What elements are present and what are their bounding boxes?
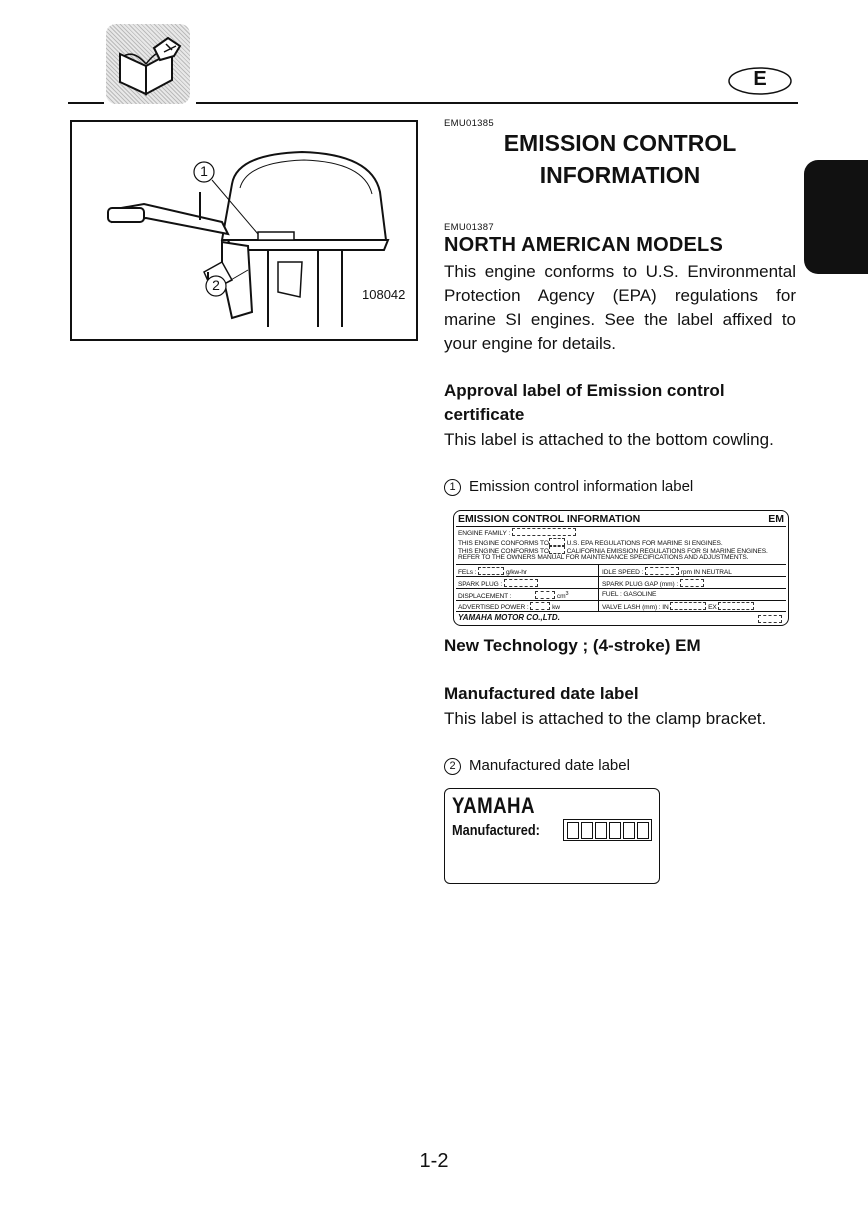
maker-name: YAMAHA MOTOR CO.,LTD. (458, 613, 560, 622)
section-tab (804, 160, 868, 274)
conforms-epa-row: THIS ENGINE CONFORMS TO U.S. EPA REGULATIONS FOR MARINE SI ENGINES. (458, 540, 723, 547)
callout-number-2: 2 (444, 758, 461, 775)
page-title-line-1: EMISSION CONTROL (503, 130, 737, 156)
approval-callout-text: Emission control information label (469, 478, 694, 495)
emission-label-title: EMISSION CONTROL INFORMATION (458, 513, 641, 525)
approval-heading-line-1: Approval label of Emission control (444, 381, 725, 400)
date-digit-boxes (563, 819, 652, 841)
yamaha-brand: YAMAHA (452, 793, 535, 818)
header-rule-left (68, 102, 104, 104)
emission-label-em: EM (768, 513, 784, 525)
page-title-line-2: INFORMATION (539, 162, 701, 188)
approval-heading-line-2: certificate (444, 405, 525, 424)
manufactured-callout-text: Manufactured date label (469, 757, 630, 774)
manufactured-body: This label is attached to the clamp bracket. (444, 709, 767, 728)
power-row: ADVERTISED POWER : kw (458, 604, 560, 611)
spark-plug-row: SPARK PLUG : (458, 579, 538, 588)
emission-control-label (453, 510, 789, 626)
technology-text: New Technology ; (4-stroke) EM (444, 636, 701, 655)
valve-lash-row: VALVE LASH (mm) : IN EX (602, 602, 754, 611)
page-number: 1-2 (419, 1150, 449, 1172)
approval-body: This label is attached to the bottom cowling. (444, 430, 774, 449)
fuel-row: FUEL : GASOLINE (602, 591, 657, 598)
book-icon (106, 24, 190, 104)
manufactured-heading: Manufactured date label (444, 684, 639, 703)
language-badge (727, 66, 793, 96)
approval-callout (444, 478, 693, 496)
callout-number-1: 1 (444, 479, 461, 496)
spark-gap-row: SPARK PLUG GAP (mm) : (602, 579, 704, 588)
section-heading: NORTH AMERICAN MODELS (444, 234, 724, 256)
displacement-row: DISPLACEMENT : $cm^3$ (458, 591, 569, 601)
callout-1-number: 1 (200, 163, 208, 179)
fels-row: FELs : g/kw-hr (458, 569, 527, 576)
header-rule-right (196, 102, 798, 104)
figure-code: 108042 (362, 287, 406, 302)
section-code-1: EMU01385 (444, 118, 494, 129)
conforms-california-row: THIS ENGINE CONFORMS TO CALIFORNIA EMISSION REGULATIONS FOR SI MARINE ENGINES. (458, 548, 768, 555)
language-letter: E (753, 68, 767, 90)
manufactured-field-label: Manufactured: (452, 823, 540, 839)
manufactured-callout (444, 757, 630, 775)
engine-family-row: ENGINE FAMILY : (458, 528, 576, 537)
idle-speed-row: IDLE SPEED : rpm IN NEUTRAL (602, 569, 732, 576)
manufactured-date-label (444, 788, 660, 884)
callout-2-number: 2 (212, 277, 220, 293)
section-body: This engine conforms to U.S. Environmental Protection Agency (EPA) regulations for marine SI engines. See the label affixed to your engine for details. (444, 262, 796, 353)
section-code-2: EMU01387 (444, 222, 494, 233)
engine-figure (70, 120, 418, 341)
refer-row: REFER TO THE OWNERS MANUAL FOR MAINTENANCE SPECIFICATIONS AND ADJUSTMENTS. (458, 554, 749, 561)
